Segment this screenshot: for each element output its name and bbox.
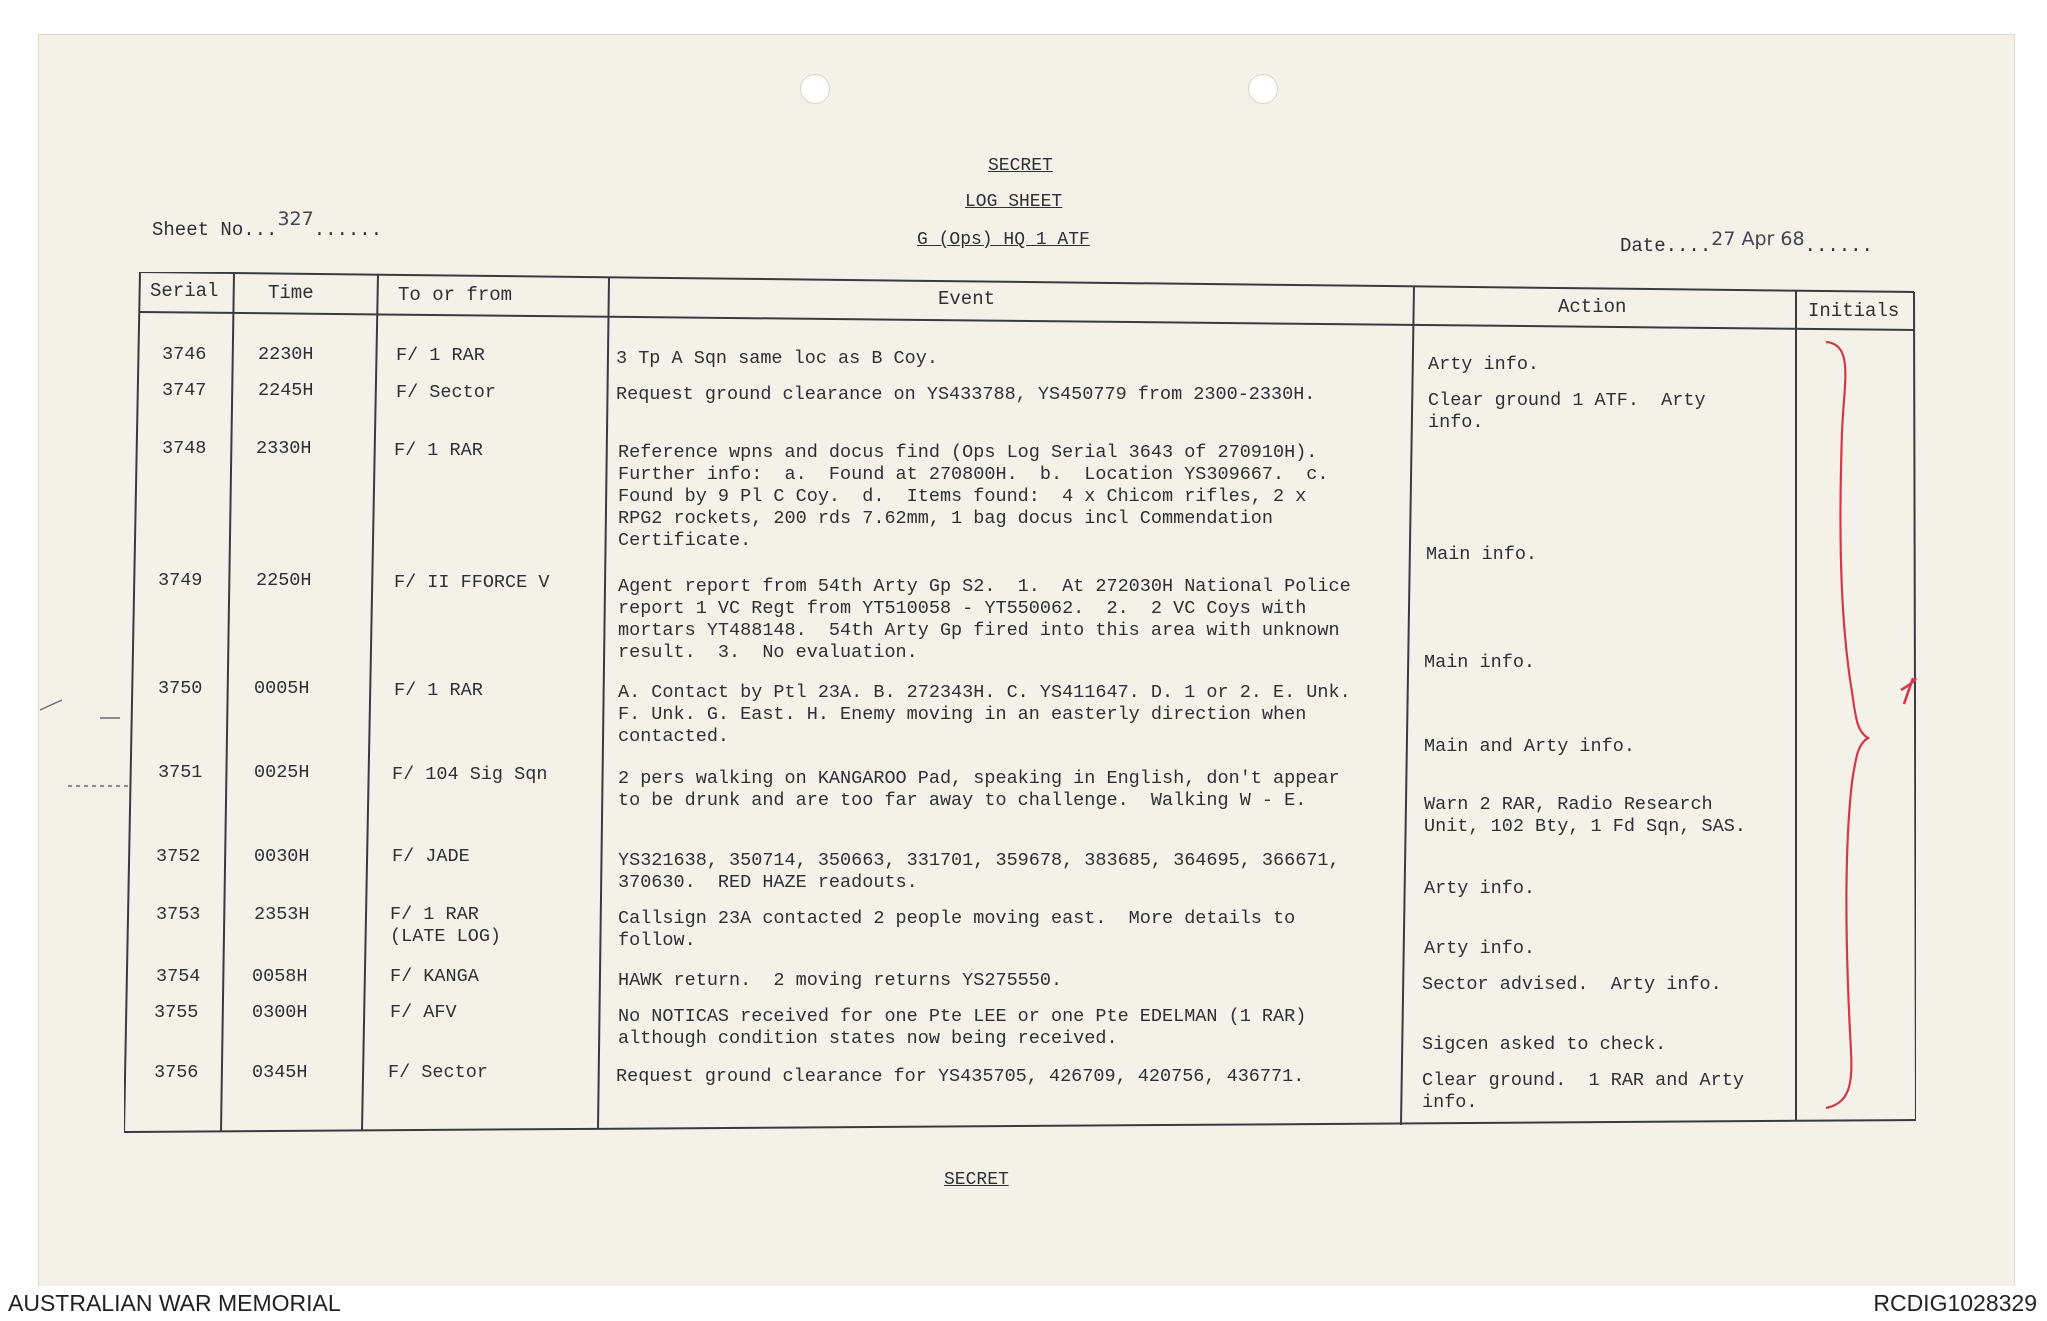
- time-cell: 0300H: [252, 1002, 308, 1023]
- event-cell: Callsign 23A contacted 2 people moving east. More details to follow.: [618, 908, 1296, 951]
- serial-cell: 3747: [162, 380, 207, 401]
- action-cell: Arty info.: [1424, 878, 1536, 899]
- action-cell: Clear ground. 1 RAR and Arty info.: [1422, 1070, 1744, 1113]
- serial-cell: 3755: [154, 1002, 199, 1023]
- sheet-number: 327: [277, 208, 314, 230]
- event-cell: YS321638, 350714, 350663, 331701, 359678, 383685, 364695, 366671, 370630. RED HAZE readouts.: [618, 850, 1340, 893]
- serial-cell: 3753: [156, 904, 201, 925]
- action-cell: Main info.: [1424, 652, 1536, 673]
- footer-right-id: RCDIG1028329: [1873, 1290, 2037, 1316]
- event-cell: Agent report from 54th Arty Gp S2. 1. At 272030H National Police report 1 VC Regt from YT510058 - YT550062. 2. 2 VC Coys with mortars YT488148. 54th Arty Gp fired into this area with unknown result. 3. No evaluation.: [618, 576, 1351, 663]
- log-table: [124, 272, 1916, 1134]
- col-header-initials: Initials: [1808, 300, 1900, 322]
- event-cell: HAWK return. 2 moving returns YS275550.: [618, 970, 1063, 991]
- time-cell: 0005H: [254, 678, 310, 699]
- time-cell: 0058H: [252, 966, 308, 987]
- action-cell: Warn 2 RAR, Radio Research Unit, 102 Bty, 1 Fd Sqn, SAS.: [1424, 794, 1746, 837]
- from-cell: F/ II FFORCE V: [394, 572, 550, 593]
- from-cell: F/ 1 RAR: [394, 680, 483, 701]
- serial-cell: 3748: [162, 438, 207, 459]
- action-cell: Sector advised. Arty info.: [1422, 974, 1722, 995]
- time-cell: 2353H: [254, 904, 310, 925]
- unit-name: G (Ops) HQ 1 ATF: [917, 230, 1090, 250]
- action-cell: Arty info.: [1428, 354, 1540, 375]
- date-value: 27 Apr 68: [1711, 228, 1805, 250]
- serial-cell: 3749: [158, 570, 203, 591]
- from-cell: F/ Sector: [388, 1062, 488, 1083]
- col-header-serial: Serial: [150, 280, 219, 302]
- grid-col-divider-4: [1401, 286, 1414, 1125]
- from-cell: F/ 1 RAR (LATE LOG): [390, 904, 502, 947]
- action-cell: Sigcen asked to check.: [1422, 1034, 1667, 1055]
- sheet-number-field: Sheet No...327......: [152, 208, 383, 241]
- footer-left-credit: AUSTRALIAN WAR MEMORIAL: [8, 1290, 341, 1316]
- event-cell: No NOTICAS received for one Pte LEE or one Pte EDELMAN (1 RAR) although condition states now being received.: [618, 1006, 1307, 1049]
- punch-hole-left: [800, 74, 830, 104]
- from-cell: F/ KANGA: [390, 966, 479, 987]
- grid-col-divider-1: [221, 273, 234, 1131]
- time-cell: 2230H: [258, 344, 314, 365]
- action-cell: Arty info.: [1424, 938, 1536, 959]
- from-cell: F/ 104 Sig Sqn: [392, 764, 548, 785]
- action-cell: Main and Arty info.: [1424, 736, 1635, 757]
- serial-cell: 3751: [158, 762, 203, 783]
- event-cell: Reference wpns and docus find (Ops Log Serial 3643 of 270910H). Further info: a. Found at 270800H. b. Location YS309667. c. Found by 9 Pl C Coy. d. Items found: 4 x Chicom rifles, 2 x RPG2 rockets, 200 rds 7.62mm, 1 bag docus incl Commendation Certificate.: [618, 442, 1329, 551]
- classification-top: SECRET: [988, 156, 1053, 176]
- from-cell: F/ 1 RAR: [396, 345, 485, 366]
- grid-col-divider-3: [598, 277, 609, 1129]
- event-cell: 3 Tp A Sqn same loc as B Coy.: [616, 348, 938, 369]
- time-cell: 0025H: [254, 762, 310, 783]
- grid-bottom-border: [124, 1120, 1916, 1132]
- from-cell: F/ AFV: [390, 1002, 457, 1023]
- action-cell: Clear ground 1 ATF. Arty info.: [1428, 390, 1706, 433]
- from-cell: F/ JADE: [392, 846, 470, 867]
- date-label: Date.: [1620, 235, 1678, 257]
- serial-cell: 3756: [154, 1062, 199, 1083]
- event-cell: 2 pers walking on KANGAROO Pad, speaking in English, don't appear to be drunk and are too far away to challenge. Walking W - E.: [618, 768, 1340, 811]
- document-title: LOG SHEET: [965, 192, 1063, 212]
- initials-tick-mark: [1901, 678, 1916, 704]
- date-field: Date....27 Apr 68......: [1620, 228, 1873, 257]
- from-cell: F/ 1 RAR: [394, 440, 483, 461]
- punch-hole-right: [1248, 74, 1278, 104]
- col-header-event: Event: [938, 288, 996, 310]
- grid-header-divider: [140, 312, 1914, 330]
- time-cell: 0030H: [254, 846, 310, 867]
- serial-cell: 3752: [156, 846, 201, 867]
- time-cell: 0345H: [252, 1062, 308, 1083]
- from-cell: F/ Sector: [396, 382, 496, 403]
- sheet-label: Sheet No.: [152, 219, 255, 241]
- grid-col-divider-2: [362, 274, 378, 1130]
- col-header-to-or-from: To or from: [398, 284, 513, 306]
- classification-bottom: SECRET: [944, 1170, 1009, 1190]
- serial-cell: 3746: [162, 344, 207, 365]
- event-cell: A. Contact by Ptl 23A. B. 272343H. C. YS411647. D. 1 or 2. E. Unk. F. Unk. G. East. H. Enemy moving in an easterly direction when contacted.: [618, 682, 1351, 747]
- col-header-action: Action: [1558, 296, 1627, 318]
- col-header-time: Time: [268, 282, 314, 304]
- serial-cell: 3754: [156, 966, 201, 987]
- action-cell: Main info.: [1426, 544, 1538, 565]
- time-cell: 2330H: [256, 438, 312, 459]
- red-ink-brace: [1796, 272, 1996, 1132]
- margin-marks: [30, 690, 140, 810]
- serial-cell: 3750: [158, 678, 203, 699]
- event-cell: Request ground clearance for YS435705, 426709, 420756, 436771.: [616, 1066, 1305, 1087]
- time-cell: 2250H: [256, 570, 312, 591]
- event-cell: Request ground clearance on YS433788, YS450779 from 2300-2330H.: [616, 384, 1316, 405]
- archive-footer: [0, 1286, 2047, 1321]
- time-cell: 2245H: [258, 380, 314, 401]
